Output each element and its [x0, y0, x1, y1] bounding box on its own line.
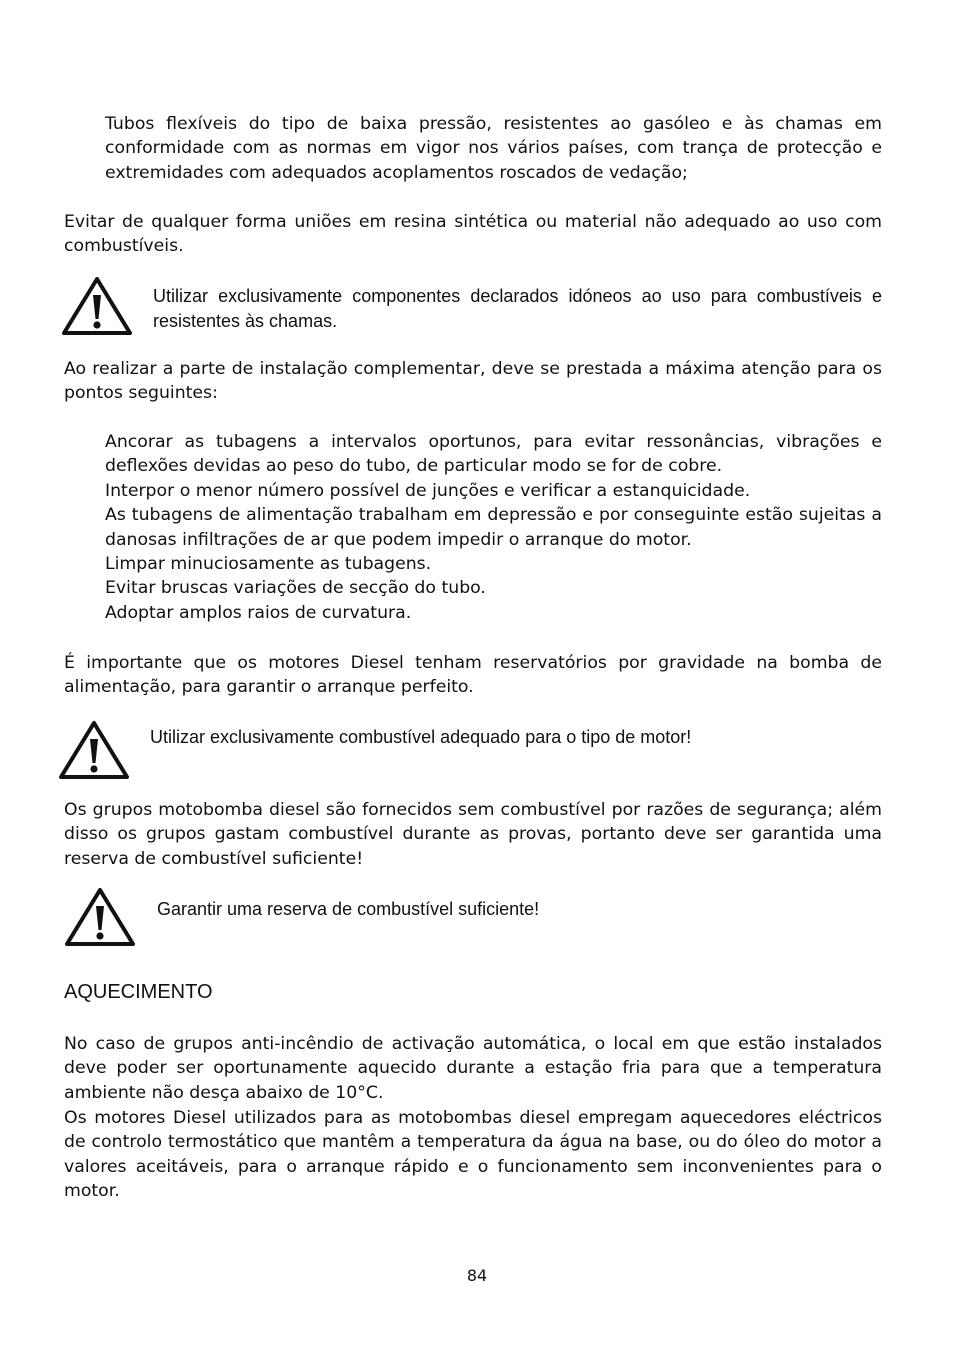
section-heading: AQUECIMENTO: [64, 981, 213, 1003]
warning-triangle-icon: [61, 275, 133, 337]
paragraph-heating-1: No caso de grupos anti-incêndio de activação automática, o local em que estão instalados deve poder ser oportunamente aquecido durante a estação fria para que a temperatura ambiente não desça abaixo de 10°C.: [64, 1034, 882, 1103]
list-item: Ancorar as tubagens a intervalos oportunos, para evitar ressonâncias, vibrações e deflexões devidas ao peso do tubo, de particular modo se for de cobre.: [105, 432, 882, 477]
paragraph-avoid-resin: Evitar de qualquer forma uniões em resina sintética ou material não adequado ao uso com combustíveis.: [64, 212, 882, 257]
list-item: Adoptar amplos raios de curvatura.: [105, 602, 412, 623]
warning-triangle-icon: [58, 719, 130, 781]
page-number: 84: [466, 1266, 488, 1285]
list-item: Interpor o menor número possível de junções e verificar a estanquicidade.: [105, 480, 751, 501]
paragraph-heating-2: Os motores Diesel utilizados para as motobombas diesel empregam aquecedores eléctricos de controlo termostático que mantêm a temperatura da água na base, ou do óleo do motor a valores aceitáveis, para o arranque rápido e o funcionamento sem inconvenientes para o motor.: [64, 1108, 882, 1202]
paragraph-gravity-tanks: É importante que os motores Diesel tenham reservatórios por gravidade na bomba de alimentação, para garantir o arranque perfeito.: [64, 653, 882, 698]
paragraph-flexible-tubes: Tubos flexíveis do tipo de baixa pressão, resistentes ao gasóleo e às chamas em conformidade com as normas em vigor nos vários países, com trança de protecção e extremidades com adequados acoplamentos roscados de vedação;: [105, 114, 882, 183]
paragraph-fuel-reserve: Os grupos motobomba diesel são fornecidos sem combustível por razões de segurança; além disso os grupos gastam combustível durante as provas, portanto deve ser garantida uma reserva de combustível suficiente!: [64, 800, 882, 869]
warning-triangle-icon: [64, 886, 136, 948]
paragraph-installation-intro: Ao realizar a parte de instalação complementar, deve se prestada a máxima atenção para os pontos seguintes:: [64, 359, 882, 404]
warning-components-text: Utilizar exclusivamente componentes declarados idóneos ao uso para combustíveis e resistentes às chamas.: [153, 286, 882, 331]
installation-list: [105, 430, 882, 625]
warning-reserve-text: Garantir uma reserva de combustível suficiente!: [157, 899, 540, 919]
warning-fuel-text: Utilizar exclusivamente combustível adequado para o tipo de motor!: [150, 727, 692, 747]
list-item: Evitar bruscas variações de secção do tubo.: [105, 578, 486, 599]
list-item: Limpar minuciosamente as tubagens.: [105, 554, 432, 575]
list-item: As tubagens de alimentação trabalham em depressão e por conseguinte estão sujeitas a danosas infiltrações de ar que podem impedir o arranque do motor.: [105, 505, 882, 550]
